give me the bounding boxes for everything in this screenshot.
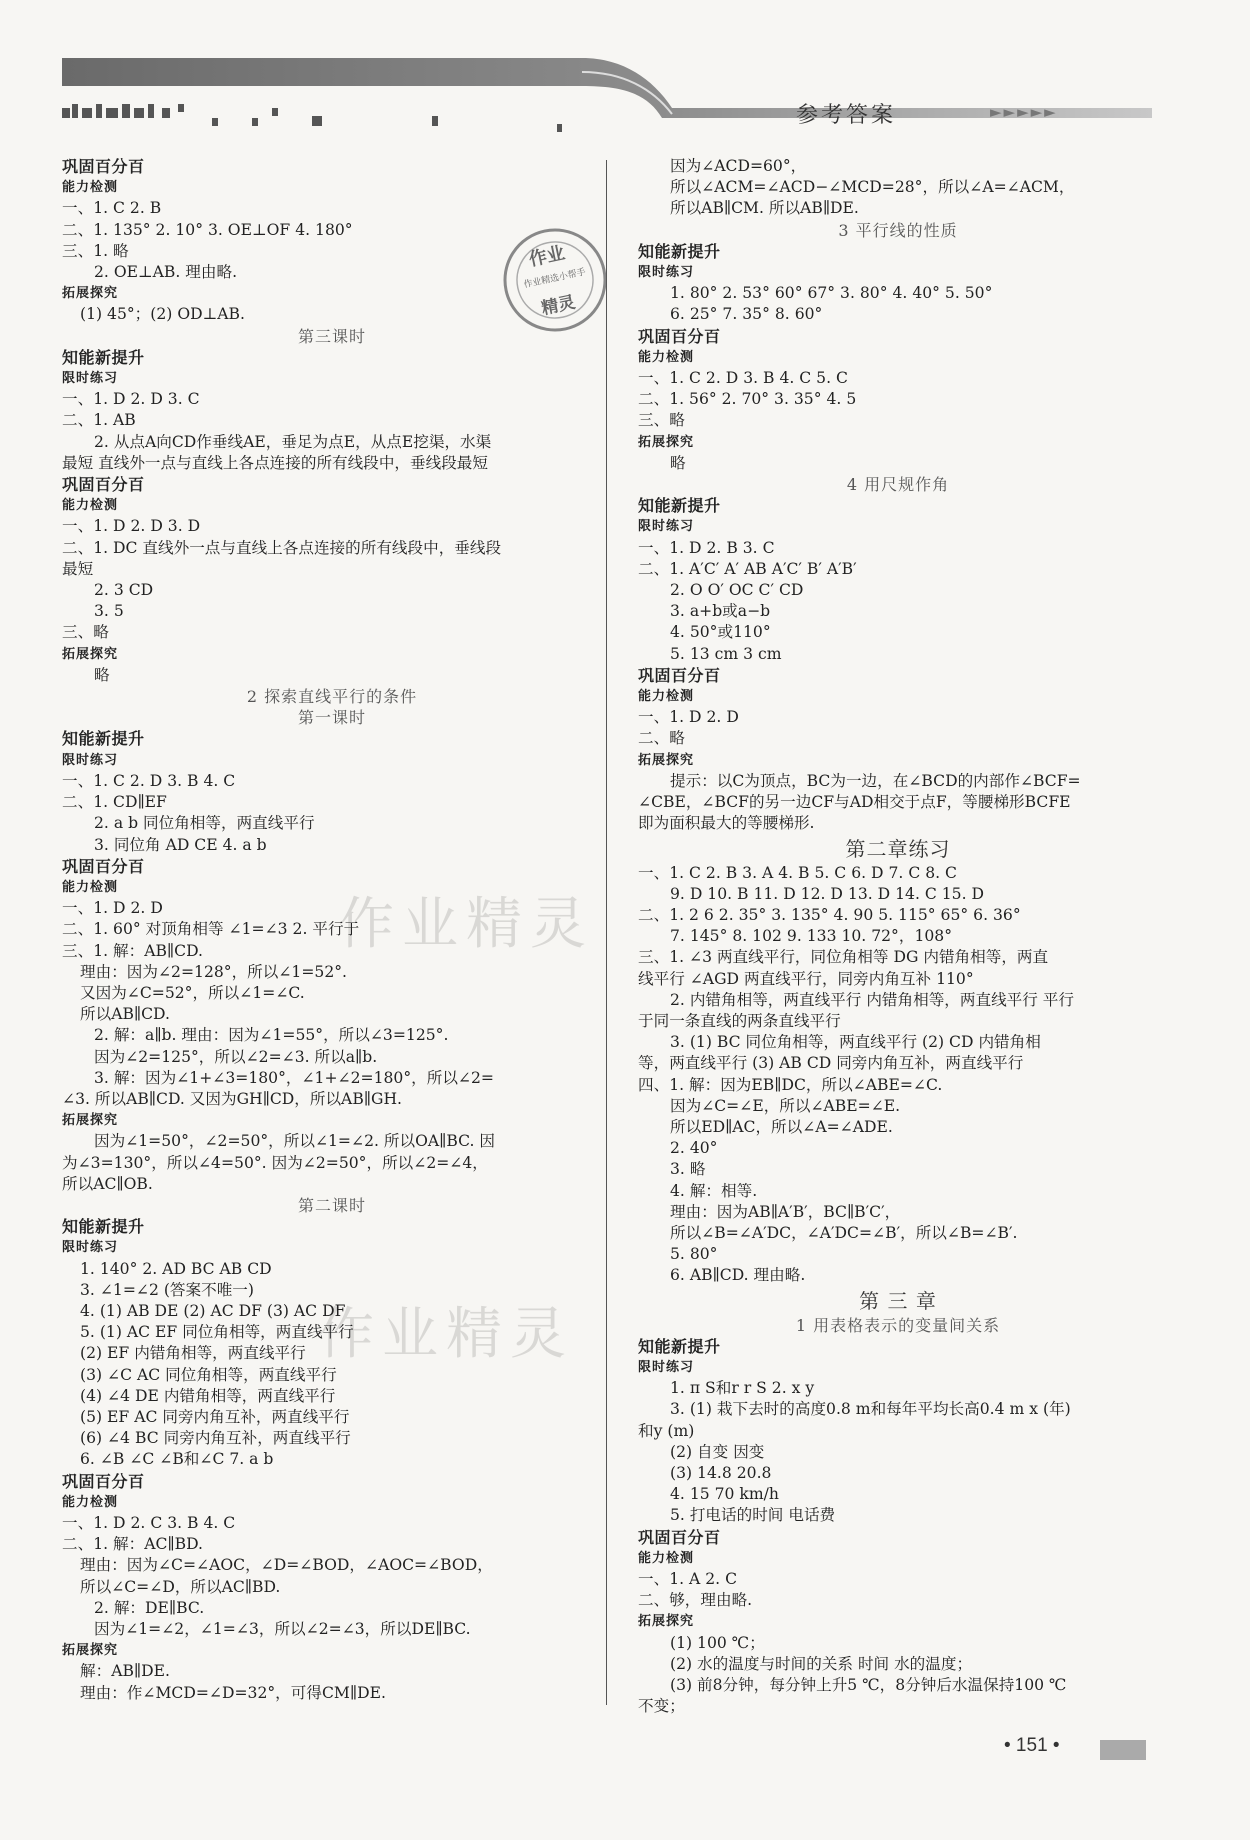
- answer-line: 三、1. 解：AB∥CD.: [62, 941, 203, 960]
- answer-line: 一、1. C 2. B 3. A 4. B 5. C 6. D 7. C 8. C: [638, 863, 957, 882]
- lesson-title: 1 用表格表示的变量间关系: [795, 1315, 1001, 1335]
- stamp-top: 作业: [527, 242, 567, 271]
- answer-line: 2. 解：a∥b. 理由：因为∠1=55°，所以∠3=125°.: [94, 1026, 449, 1045]
- answer-line: 3. (1) BC 同位角相等，两直线平行 (2) CD 内错角相: [670, 1033, 1041, 1052]
- section-heading: 知能新提升: [62, 347, 145, 367]
- watermark-2: 作业精灵: [318, 1302, 574, 1367]
- answer-line: (2) 自变 因变: [670, 1442, 765, 1461]
- section-heading: 知能新提升: [62, 1217, 145, 1237]
- answer-line: 所以∠B=∠A′DC，∠A′DC=∠B′，所以∠B=∠B′.: [670, 1223, 1018, 1242]
- subsection-label: 拓展探究: [62, 1113, 119, 1129]
- answer-line: 略: [94, 665, 110, 684]
- answer-line: 又因为∠C=52°，所以∠1=∠C.: [80, 983, 305, 1002]
- answer-line: 一、1. D 2. D: [62, 899, 163, 918]
- answer-line: 所以ED∥AC，所以∠A=∠ADE.: [670, 1117, 893, 1136]
- answer-line: (4) ∠4 DE 内错角相等，两直线平行: [80, 1386, 336, 1405]
- answer-line: 二、1. CD∥EF: [62, 793, 167, 812]
- chapter-title: 第二章练习: [845, 836, 951, 861]
- section-heading: 知能新提升: [638, 496, 721, 516]
- header-title: 参考答案: [796, 103, 897, 128]
- subsection-label: 拓展探究: [62, 1643, 119, 1659]
- answer-line: 线平行 ∠AGD 两直线平行，同旁内角互补 110°: [638, 969, 974, 988]
- answer-line: 2. 从点A向CD作垂线AE，垂足为点E，从点E挖渠，水渠: [94, 432, 492, 451]
- subsection-label: 限时练习: [62, 752, 119, 768]
- answer-line: 三、略: [62, 623, 109, 642]
- answer-line: 为∠3=130°，所以∠4=50°. 因为∠2=50°，所以∠2=∠4，: [62, 1153, 488, 1172]
- answer-line: (6) ∠4 BC 同旁内角互补，两直线平行: [80, 1429, 351, 1448]
- stamp-ring-text: 作业精选小帮手: [522, 267, 587, 291]
- answer-line: (3) 14.8 20.8: [670, 1463, 772, 1482]
- answer-line: ∠3. 所以AB∥CD. 又因为GH∥CD，所以AB∥GH.: [62, 1089, 402, 1108]
- answer-line: 最短: [62, 559, 94, 578]
- answer-line: 3. a+b或a−b: [670, 602, 771, 621]
- subsection-label: 限时练习: [638, 1359, 695, 1375]
- answer-line: 2. O O′ OC C′ CD: [670, 581, 804, 600]
- answer-line: 一、1. D 2. D 3. D: [62, 517, 201, 536]
- watermark-1: 作业精灵: [338, 892, 594, 957]
- subsection-label: 能力检测: [638, 349, 695, 365]
- answer-line: 二、1. 60° 对顶角相等 ∠1=∠3 2. 平行于: [62, 920, 360, 939]
- answer-line: 所以∠C=∠D，所以AC∥BD.: [80, 1577, 281, 1596]
- subsection-label: 拓展探究: [638, 1614, 695, 1630]
- answer-line: 3. (1) 栽下去时的高度0.8 m和每年平均长高0.4 m x (年): [670, 1400, 1071, 1419]
- answer-line: 因为∠ACD=60°，: [670, 157, 807, 175]
- column-divider: [606, 160, 607, 1705]
- answer-line: 2. 内错角相等，两直线平行 内错角相等，两直线平行 平行: [670, 990, 1074, 1009]
- answer-line: 理由：因为∠2=128°，所以∠1=52°.: [80, 962, 348, 981]
- subsection-label: 能力检测: [62, 879, 119, 895]
- answer-line: 一、1. C 2. D 3. B 4. C: [62, 771, 236, 790]
- answer-line: 所以∠ACM=∠ACD−∠MCD=28°，所以∠A=∠ACM，: [670, 178, 1075, 197]
- answer-line: 二、1. AB: [62, 411, 136, 430]
- answer-line: 二、1. 56° 2. 70° 3. 35° 4. 5: [638, 390, 857, 409]
- answer-line: 于同一条直线的两条直线平行: [638, 1011, 841, 1030]
- answer-line: 2. 40°: [670, 1139, 718, 1158]
- answer-line: 二、1. DC 直线外一点与直线上各点连接的所有线段中，垂线段: [62, 538, 502, 557]
- lesson-title: 3 平行线的性质: [838, 220, 958, 240]
- answer-line: 二、1. 135° 2. 10° 3. OE⊥OF 4. 180°: [62, 220, 353, 239]
- answer-line: 三、1. 略: [62, 241, 129, 260]
- answer-line: 2. 3 CD: [94, 581, 154, 600]
- section-heading: 知能新提升: [638, 241, 721, 261]
- answer-line: 理由：因为AB∥A′B′，BC∥B′C′，: [670, 1202, 901, 1221]
- header-arrows: ►►►►►: [990, 103, 1058, 121]
- right-column: [638, 156, 1158, 1717]
- answer-line: 二、够，理由略.: [638, 1591, 753, 1610]
- lesson-title: 第一课时: [297, 708, 366, 728]
- answer-line: 6. ∠B ∠C ∠B和∠C 7. a b: [80, 1450, 274, 1469]
- answer-line: 4. (1) AB DE (2) AC DF (3) AC DF: [80, 1301, 346, 1320]
- section-heading: 知能新提升: [62, 729, 145, 749]
- answer-line: 3. 略: [670, 1160, 706, 1179]
- answer-line: 即为面积最大的等腰梯形.: [638, 814, 815, 833]
- answer-line: 6. 25° 7. 35° 8. 60°: [670, 305, 823, 324]
- subsection-label: 拓展探究: [62, 286, 119, 302]
- section-heading: 巩固百分百: [638, 326, 721, 346]
- stamp-bottom: 精灵: [539, 292, 578, 320]
- section-heading: 巩固百分百: [62, 1471, 145, 1491]
- subsection-label: 拓展探究: [62, 646, 119, 662]
- answer-line: 2. a b 同位角相等，两直线平行: [94, 814, 315, 833]
- section-heading: 巩固百分百: [62, 157, 145, 176]
- answer-line: 解：AB∥DE.: [80, 1662, 170, 1681]
- answer-line: ∠CBE，∠BCF的另一边CF与AD相交于点F，等腰梯形BCFE: [638, 793, 1071, 812]
- answer-line: 三、1. ∠3 两直线平行，同位角相等 DG 内错角相等，两直: [638, 948, 1049, 967]
- left-column: [62, 156, 602, 1704]
- answer-line: (1) 45°；(2) OD⊥AB.: [80, 305, 245, 324]
- answer-line: 3. 同位角 AD CE 4. a b: [94, 835, 267, 854]
- subsection-label: 能力检测: [62, 498, 119, 514]
- answer-line: 5. 打电话的时间 电话费: [670, 1506, 836, 1525]
- answer-line: 理由：因为∠C=∠AOC，∠D=∠BOD，∠AOC=∠BOD，: [80, 1556, 493, 1575]
- answer-line: (5) EF AC 同旁内角互补，两直线平行: [80, 1407, 350, 1426]
- header-decoration: [62, 58, 1152, 148]
- answer-line: 一、1. A 2. C: [638, 1570, 738, 1588]
- answer-line: 和y (m): [638, 1421, 695, 1440]
- answer-line: 四、1. 解：因为EB∥DC，所以∠ABE=∠C.: [638, 1075, 943, 1094]
- answer-line: 3. ∠1=∠2 (答案不唯一): [80, 1280, 254, 1299]
- section-heading: 巩固百分百: [638, 1527, 721, 1547]
- subsection-label: 能力检测: [638, 689, 695, 705]
- answer-line: 一、1. D 2. D: [638, 708, 739, 727]
- answer-line: 理由：作∠MCD=∠D=32°，可得CM∥DE.: [80, 1683, 386, 1702]
- answer-line: 二、1. 2 6 2. 35° 3. 135° 4. 90 5. 115° 65° 6. 36°: [638, 905, 1021, 924]
- answer-line: 2. OE⊥AB. 理由略.: [94, 263, 238, 282]
- lesson-title: 4 用尺规作角: [846, 475, 950, 495]
- page-number-tab: [1100, 1740, 1146, 1760]
- lesson-title: 第三课时: [297, 326, 366, 346]
- header-banner: [62, 58, 1152, 148]
- answer-line: 1. π S和r r S 2. x y: [670, 1379, 815, 1398]
- answer-line: 4. 解：相等.: [670, 1181, 758, 1200]
- answer-line: 提示：以C为顶点，BC为一边，在∠BCD的内部作∠BCF=: [670, 771, 1081, 790]
- answer-line: 4. 15 70 km/h: [670, 1485, 779, 1504]
- subsection-label: 拓展探究: [638, 752, 695, 768]
- answer-line: (1) 100 ℃；: [670, 1633, 765, 1652]
- answer-line: 一、1. D 2. B 3. C: [638, 538, 775, 557]
- answer-line: 9. D 10. B 11. D 12. D 13. D 14. C 15. D: [670, 884, 985, 903]
- answer-line: 不变；: [638, 1697, 685, 1716]
- answer-line: 5. 80°: [670, 1245, 718, 1264]
- section-heading: 知能新提升: [638, 1336, 721, 1356]
- subsection-label: 能力检测: [62, 1494, 119, 1510]
- answer-line: 一、1. D 2. C 3. B 4. C: [62, 1514, 236, 1532]
- subsection-label: 能力检测: [62, 180, 119, 196]
- section-heading: 巩固百分百: [62, 856, 145, 876]
- chapter-title: 第 三 章: [859, 1288, 937, 1313]
- answer-line: 三、略: [638, 411, 685, 430]
- answer-line: (3) ∠C AC 同位角相等，两直线平行: [80, 1365, 337, 1384]
- answer-line: 所以AB∥CD.: [80, 1005, 170, 1024]
- answer-line: 二、1. 解：AC∥BD.: [62, 1535, 203, 1554]
- subsection-label: 限时练习: [638, 265, 695, 281]
- answer-line: 二、1. A′C′ A′ AB A′C′ B′ A′B′: [638, 559, 857, 578]
- subsection-label: 能力检测: [638, 1550, 695, 1566]
- lesson-title: 第二课时: [297, 1195, 366, 1215]
- answer-line: 6. AB∥CD. 理由略.: [670, 1266, 806, 1285]
- answer-line: 因为∠2=125°，所以∠2=∠3. 所以a∥b.: [94, 1047, 378, 1066]
- answer-line: 一、1. C 2. B: [62, 199, 162, 218]
- answer-line: 因为∠1=∠2，∠1=∠3，所以∠2=∠3，所以DE∥BC.: [94, 1620, 471, 1639]
- answer-line: 5. 13 cm 3 cm: [670, 644, 782, 663]
- answer-line: 等，两直线平行 (3) AB CD 同旁内角互补，两直线平行: [638, 1054, 1024, 1073]
- answer-line: 7. 145° 8. 102 9. 133 10. 72°，108°: [670, 927, 953, 946]
- answer-line: 最短 直线外一点与直线上各点连接的所有线段中，垂线段最短: [62, 453, 488, 472]
- answer-line: 4. 50°或110°: [670, 623, 771, 642]
- subsection-label: 限时练习: [638, 519, 695, 535]
- answer-line: 1. 140° 2. AD BC AB CD: [80, 1259, 272, 1278]
- answer-line: (2) 水的温度与时间的关系 时间 水的温度；: [670, 1654, 973, 1673]
- answer-line: 5. (1) AC EF 同位角相等，两直线平行: [80, 1323, 354, 1342]
- answer-line: 因为∠1=50°，∠2=50°，所以∠1=∠2. 所以OA∥BC. 因: [94, 1132, 495, 1151]
- answer-line: 3. 5: [94, 602, 124, 621]
- answer-line: 所以AB∥CM. 所以AB∥DE.: [670, 199, 859, 218]
- answer-line: 因为∠C=∠E，所以∠ABE=∠E.: [670, 1096, 901, 1115]
- section-heading: 巩固百分百: [638, 665, 721, 685]
- answer-line: 一、1. D 2. D 3. C: [62, 390, 200, 409]
- lesson-title: 2 探索直线平行的条件: [246, 687, 418, 707]
- subsection-label: 限时练习: [62, 371, 119, 387]
- answer-line: 一、1. C 2. D 3. B 4. C 5. C: [638, 369, 848, 388]
- answer-line: 略: [670, 453, 686, 472]
- subsection-label: 限时练习: [62, 1240, 119, 1256]
- answer-line: 1. 80° 2. 53° 60° 67° 3. 80° 4. 40° 5. 50°: [670, 284, 993, 303]
- page-number: • 151 •: [1004, 1735, 1060, 1756]
- answer-line: 所以AC∥OB.: [62, 1174, 153, 1193]
- answer-line: 二、略: [638, 729, 685, 748]
- answer-line: 3. 解：因为∠1+∠3=180°，∠1+∠2=180°，所以∠2=: [94, 1068, 494, 1087]
- subsection-label: 拓展探究: [638, 434, 695, 450]
- section-heading: 巩固百分百: [62, 475, 145, 495]
- answer-line: 2. 解：DE∥BC.: [94, 1598, 205, 1617]
- answer-line: (3) 前8分钟，每分钟上升5 ℃，8分钟后水温保持100 ℃: [670, 1676, 1067, 1695]
- answer-line: (2) EF 内错角相等，两直线平行: [80, 1344, 306, 1363]
